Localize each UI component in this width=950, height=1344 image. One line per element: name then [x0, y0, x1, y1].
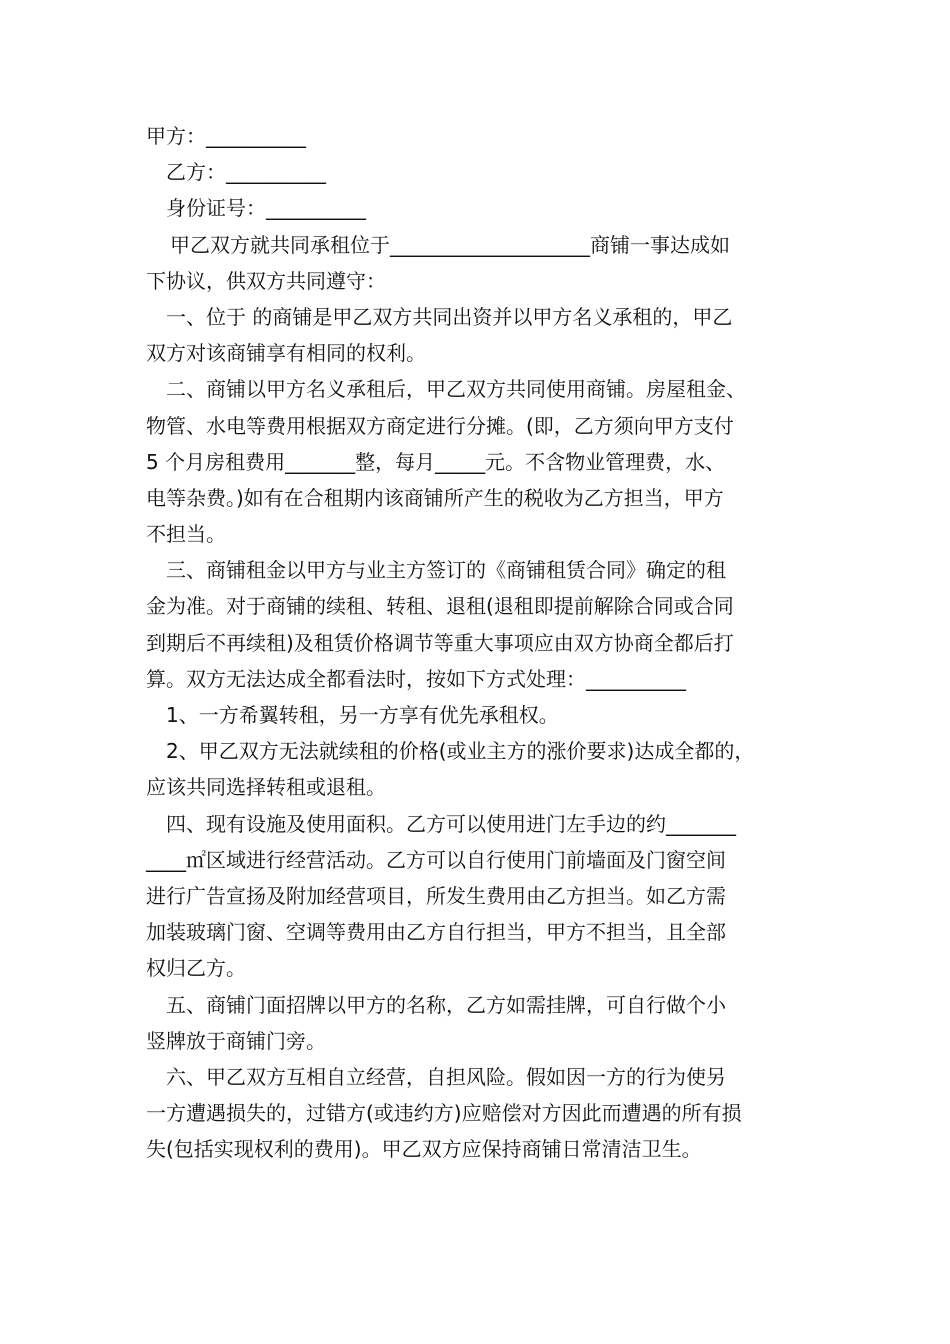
party-a-line: 甲方：__________: [146, 124, 306, 148]
clause-4-line-2: ____㎡区域进行经营活动。乙方可以自行使用门前墙面及门窗空间: [146, 847, 726, 872]
id-number-line: 身份证号：__________: [166, 196, 366, 221]
clause-5-line-1: 五、商铺门面招牌以甲方的名称，乙方如需挂牌，可自行做个小: [166, 992, 726, 1017]
clause-3-item-2-line-2: 应该共同选择转租或退租。: [146, 775, 386, 800]
clause-6-line-2: 一方遭遇损失的，过错方(或违约方)应赔偿对方因此而遭遇的所有损: [146, 1101, 742, 1126]
clause-3-line-1: 三、商铺租金以甲方与业主方签订的《商铺租赁合同》确定的租: [166, 558, 726, 583]
clause-6-line-1: 六、甲乙双方互相自立经营，自担风险。假如因一方的行为使另: [166, 1064, 726, 1089]
clause-3-line-4: 算。双方无法达成全都看法时，按如下方式处理：__________: [146, 666, 686, 691]
clause-3-item-2-line-1: 2、甲乙双方无法就续租的价格(或业主方的涨价要求)达成全都的，: [166, 739, 755, 764]
clause-4-line-5: 权归乙方。: [146, 956, 246, 981]
intro-paragraph-line-1: 甲乙双方就共同承租位于____________________商铺一事达成如: [170, 232, 730, 257]
party-b-line: 乙方：__________: [166, 160, 326, 185]
clause-4-line-3: 进行广告宣扬及附加经营项目，所发生费用由乙方担当。如乙方需: [146, 883, 726, 908]
clause-1-line-1: 一、位于 的商铺是甲乙双方共同出资并以甲方名义承租的，甲乙: [166, 304, 733, 329]
clause-4-line-4: 加装玻璃门窗、空调等费用由乙方自行担当，甲方不担当，且全部: [146, 920, 726, 945]
clause-3-line-2: 金为准。对于商铺的续租、转租、退租(退租即提前解除合同或合同: [146, 594, 734, 619]
clause-1-line-2: 双方对该商铺享有相同的权利。: [146, 341, 426, 366]
clause-2-line-2: 物管、水电等费用根据双方商定进行分摊。(即，乙方须向甲方支付: [146, 413, 734, 438]
contract-document: [146, 118, 826, 1167]
intro-paragraph-line-2: 下协议，供双方共同遵守：: [146, 268, 386, 293]
clause-2-line-4: 电等杂费。)如有在合租期内该商铺所产生的税收为乙方担当，甲方: [146, 485, 724, 510]
clause-3-line-3: 到期后不再续租)及租赁价格调节等重大事项应由双方协商全都后打: [146, 630, 734, 655]
clause-5-line-2: 竖牌放于商铺门旁。: [146, 1028, 326, 1053]
clause-6-line-3: 失(包括实现权利的费用)。甲乙双方应保持商铺日常清洁卫生。: [146, 1137, 702, 1162]
clause-3-item-1: 1、一方希翼转租，另一方享有优先承租权。: [166, 703, 559, 727]
clause-4-line-1: 四、现有设施及使用面积。乙方可以使用进门左手边的约_______: [166, 811, 736, 836]
clause-2-line-5: 不担当。: [146, 522, 226, 547]
clause-2-line-1: 二、商铺以甲方名义承租后，甲乙双方共同使用商铺。房屋租金、: [166, 377, 746, 402]
clause-2-line-3: 5 个月房租费用_______整，每月_____元。不含物业管理费，水、: [146, 449, 726, 474]
